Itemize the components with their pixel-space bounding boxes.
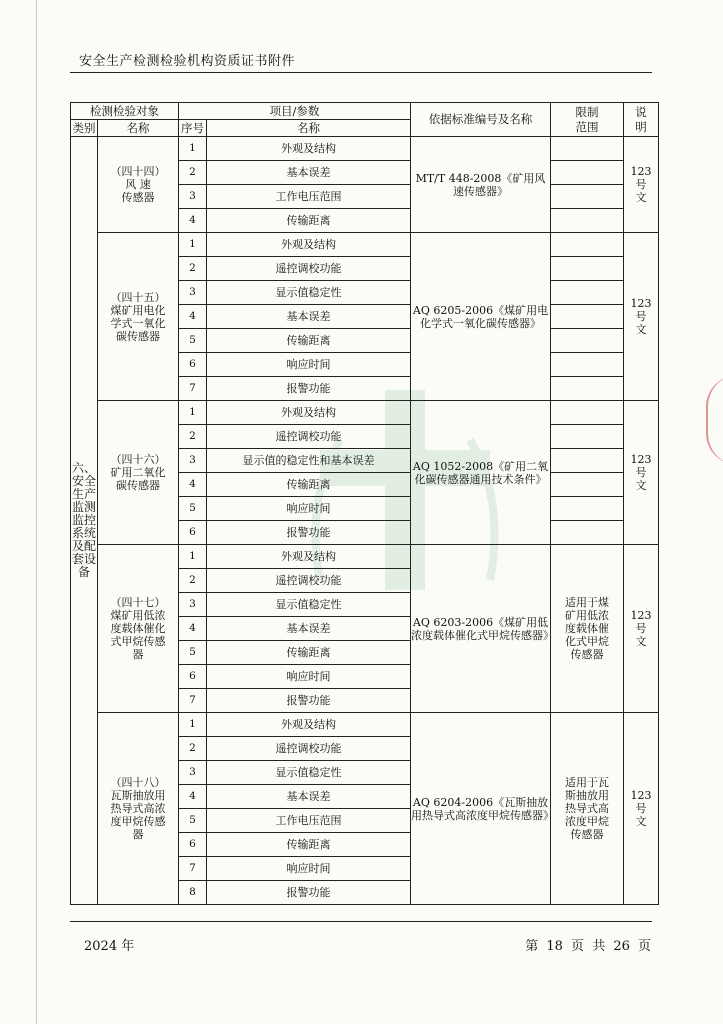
footer-page-number: 第 18 页 共 26 页 — [525, 939, 651, 954]
object-name-line: 度载体催化 — [110, 622, 166, 635]
item-seq: 5 — [179, 809, 207, 833]
limit-cell-empty — [551, 425, 624, 449]
object-name-line: 学式一氧化 — [110, 316, 166, 330]
item-name: 传输距离 — [207, 833, 411, 857]
item-seq: 7 — [179, 857, 207, 881]
header-items-params: 项目/参数 — [179, 103, 411, 120]
category-line: 安全 — [71, 474, 96, 488]
note-line: 123 — [630, 609, 652, 622]
item-seq: 1 — [179, 233, 207, 257]
item-name: 基本误差 — [207, 161, 411, 185]
note-line: 123 — [630, 789, 652, 802]
limit-line: 适用于煤 — [565, 596, 609, 609]
item-name: 响应时间 — [207, 497, 411, 521]
note-cell — [624, 545, 659, 713]
item-seq: 8 — [179, 881, 207, 905]
limit-cell — [551, 713, 624, 905]
object-name-line: （四十七） — [110, 596, 166, 609]
footer-year: 2024 年 — [84, 939, 135, 954]
object-name-line: （四十四） — [110, 165, 166, 178]
category-cell — [71, 137, 98, 905]
item-seq: 3 — [179, 449, 207, 473]
header-divider — [70, 72, 652, 73]
item-name: 报警功能 — [207, 377, 411, 401]
object-name-line: 碳传感器 — [116, 479, 160, 492]
item-seq: 5 — [179, 329, 207, 353]
object-name-line: 器 — [132, 648, 144, 661]
item-name: 工作电压范围 — [207, 185, 411, 209]
item-name: 响应时间 — [207, 353, 411, 377]
item-name: 外观及结构 — [207, 137, 411, 161]
object-name-line: 式甲烷传感 — [110, 635, 166, 648]
header-name: 名称 — [98, 120, 179, 137]
seal-stamp-fragment — [706, 375, 723, 465]
header-seq: 序号 — [179, 120, 207, 137]
item-name: 报警功能 — [207, 521, 411, 545]
item-seq: 2 — [179, 737, 207, 761]
note-line: 123 — [630, 453, 652, 466]
item-seq: 2 — [179, 569, 207, 593]
note-line: 号 — [635, 802, 647, 815]
item-seq: 4 — [179, 473, 207, 497]
item-name: 传输距离 — [207, 329, 411, 353]
limit-cell — [551, 545, 624, 713]
item-seq: 4 — [179, 785, 207, 809]
item-seq: 4 — [179, 305, 207, 329]
item-name: 外观及结构 — [207, 713, 411, 737]
header-object: 检测检验对象 — [71, 103, 179, 120]
limit-cell-empty — [551, 329, 624, 353]
object-name-cell — [98, 401, 179, 545]
limit-line: 斯抽放用 — [565, 789, 609, 802]
note-line: 号 — [635, 310, 647, 323]
item-seq: 3 — [179, 281, 207, 305]
object-name-cell — [98, 233, 179, 401]
limit-line: 度载体催 — [565, 622, 609, 635]
item-seq: 6 — [179, 353, 207, 377]
object-name-cell — [98, 137, 179, 233]
qualification-table — [70, 102, 659, 905]
note-cell — [624, 233, 659, 401]
limit-cell-empty — [551, 257, 624, 281]
object-name-line: 煤矿用低浓 — [110, 609, 166, 622]
document-header-title: 安全生产检测检验机构资质证书附件 — [79, 54, 296, 69]
category-line: 监测 — [71, 500, 96, 514]
item-name: 外观及结构 — [207, 545, 411, 569]
item-seq: 3 — [179, 185, 207, 209]
item-seq: 6 — [179, 521, 207, 545]
note-line: 文 — [635, 191, 647, 204]
item-name: 基本误差 — [207, 305, 411, 329]
limit-cell-empty — [551, 305, 624, 329]
header-standard: 依据标准编号及名称 — [411, 103, 551, 137]
item-seq: 2 — [179, 161, 207, 185]
limit-cell-empty — [551, 401, 624, 425]
table-row — [71, 401, 659, 425]
limit-line: 传感器 — [570, 648, 604, 661]
table-row — [71, 545, 659, 569]
object-name-line: 度甲烷传感 — [110, 815, 166, 828]
table-row — [71, 713, 659, 737]
limit-line: 浓度甲烷 — [565, 815, 609, 828]
item-seq: 4 — [179, 617, 207, 641]
object-name-line: 瓦斯抽放用 — [110, 789, 166, 802]
category-line: 备 — [77, 565, 90, 579]
category-line: 监控 — [71, 513, 96, 527]
category-line: 六、 — [71, 461, 96, 475]
table-row — [71, 137, 659, 161]
note-line: 123 — [630, 297, 652, 310]
limit-cell-empty — [551, 185, 624, 209]
category-line: 生产 — [71, 487, 96, 501]
limit-line: 热导式高 — [565, 802, 609, 815]
limit-cell-empty — [551, 281, 624, 305]
standard-cell: AQ 6205-2006《煤矿用电化学式一氧化碳传感器》 — [411, 233, 551, 401]
item-name: 显示值的稳定性和基本误差 — [207, 449, 411, 473]
limit-cell-empty — [551, 137, 624, 161]
limit-cell-empty — [551, 209, 624, 233]
limit-line: 传感器 — [570, 828, 604, 841]
note-line: 号 — [635, 622, 647, 635]
limit-cell-empty — [551, 497, 624, 521]
table-header — [71, 103, 659, 137]
item-name: 外观及结构 — [207, 401, 411, 425]
object-name-line: 热导式高浓 — [110, 802, 166, 815]
note-line: 号 — [635, 466, 647, 479]
item-name: 遥控调校功能 — [207, 569, 411, 593]
category-line: 套设 — [71, 552, 96, 566]
header-note: 说 明 — [624, 103, 659, 137]
object-name-cell — [98, 545, 179, 713]
item-seq: 6 — [179, 833, 207, 857]
item-name: 基本误差 — [207, 617, 411, 641]
table-body — [71, 137, 659, 905]
limit-cell-empty — [551, 161, 624, 185]
object-name-cell — [98, 713, 179, 905]
item-name: 传输距离 — [207, 209, 411, 233]
category-line: 及配 — [71, 539, 96, 553]
item-name: 显示值稳定性 — [207, 761, 411, 785]
object-name-line: 碳传感器 — [116, 329, 160, 343]
item-name: 基本误差 — [207, 785, 411, 809]
standard-cell: AQ 6204-2006《瓦斯抽放用热导式高浓度甲烷传感器》 — [411, 713, 551, 905]
limit-cell-empty — [551, 353, 624, 377]
header-category: 类别 — [72, 120, 96, 135]
object-name-line: 风 速 — [125, 178, 151, 191]
note-cell — [624, 137, 659, 233]
footer-divider — [70, 921, 652, 922]
item-seq: 2 — [179, 425, 207, 449]
item-seq: 7 — [179, 377, 207, 401]
item-name: 传输距离 — [207, 641, 411, 665]
limit-line: 化式甲烷 — [565, 635, 609, 648]
note-cell — [624, 713, 659, 905]
item-seq: 2 — [179, 257, 207, 281]
item-name: 显示值稳定性 — [207, 281, 411, 305]
item-name: 外观及结构 — [207, 233, 411, 257]
item-seq: 4 — [179, 209, 207, 233]
note-line: 文 — [635, 635, 647, 648]
item-seq: 3 — [179, 761, 207, 785]
object-name-line: 矿用二氧化 — [110, 466, 166, 479]
item-name: 响应时间 — [207, 665, 411, 689]
limit-cell-empty — [551, 377, 624, 401]
note-cell — [624, 401, 659, 545]
page-edge-line — [36, 0, 37, 1024]
object-name-line: （四十八） — [110, 776, 166, 789]
note-line: 文 — [635, 323, 647, 336]
header-item-name: 名称 — [207, 120, 411, 137]
note-line: 号 — [635, 178, 647, 191]
limit-line: 矿用低浓 — [565, 609, 609, 622]
table-row — [71, 233, 659, 257]
note-line: 文 — [635, 479, 647, 492]
item-name: 遥控调校功能 — [207, 257, 411, 281]
item-seq: 5 — [179, 641, 207, 665]
object-name-line: （四十六） — [110, 453, 166, 466]
object-name-line: 煤矿用电化 — [110, 303, 166, 317]
item-name: 显示值稳定性 — [207, 593, 411, 617]
item-seq: 7 — [179, 689, 207, 713]
item-seq: 1 — [179, 401, 207, 425]
object-name-line: （四十五） — [110, 290, 166, 304]
note-line: 文 — [635, 815, 647, 828]
item-name: 报警功能 — [207, 881, 411, 905]
header-limit: 限制 范围 — [551, 103, 624, 137]
standard-cell: MT/T 448-2008《矿用风速传感器》 — [411, 137, 551, 233]
item-seq: 5 — [179, 497, 207, 521]
limit-line: 适用于瓦 — [565, 776, 609, 789]
item-name: 遥控调校功能 — [207, 425, 411, 449]
item-seq: 1 — [179, 545, 207, 569]
item-seq: 1 — [179, 137, 207, 161]
category-line: 系统 — [71, 526, 96, 540]
item-name: 遥控调校功能 — [207, 737, 411, 761]
standard-cell: AQ 1052-2008《矿用二氧化碳传感器通用技术条件》 — [411, 401, 551, 545]
item-name: 传输距离 — [207, 473, 411, 497]
item-seq: 6 — [179, 665, 207, 689]
item-name: 报警功能 — [207, 689, 411, 713]
limit-cell-empty — [551, 473, 624, 497]
object-name-line: 器 — [132, 828, 144, 841]
item-name: 响应时间 — [207, 857, 411, 881]
object-name-line: 传感器 — [121, 191, 155, 204]
item-name: 工作电压范围 — [207, 809, 411, 833]
item-seq: 3 — [179, 593, 207, 617]
standard-cell: AQ 6203-2006《煤矿用低浓度载体催化式甲烷传感器》 — [411, 545, 551, 713]
limit-cell-empty — [551, 233, 624, 257]
item-seq: 1 — [179, 713, 207, 737]
limit-cell-empty — [551, 521, 624, 545]
note-line: 123 — [630, 165, 652, 178]
limit-cell-empty — [551, 449, 624, 473]
